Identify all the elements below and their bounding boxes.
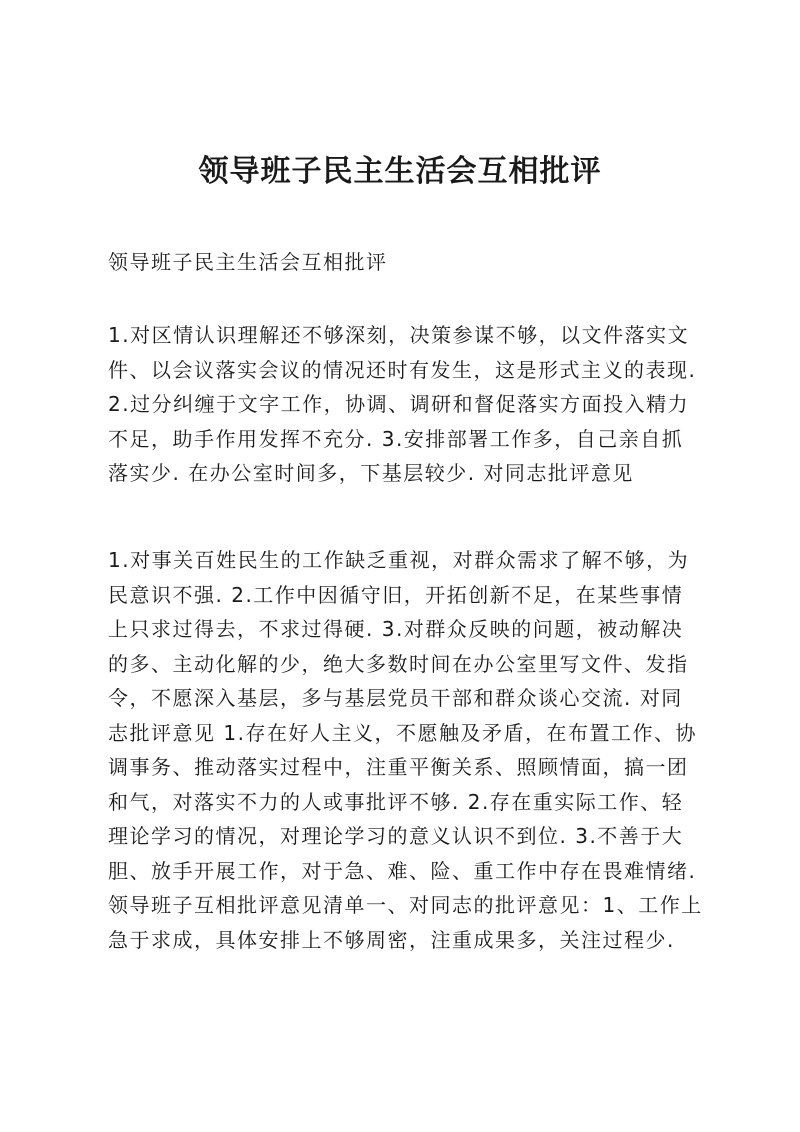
paragraph-line: 志批评意见 1.存在好人主义，不愿触及矛盾，在布置工作、协 [108, 720, 697, 745]
paragraph-line: 和气，对落实不力的人或事批评不够. 2.存在重实际工作、轻 [108, 789, 684, 814]
paragraph-line: 令，不愿深入基层，多与基层党员干部和群众谈心交流. 对同 [108, 686, 683, 710]
paragraph-line: 上只求过得去，不求过得硬. 3.对群众反映的问题，被动解决 [108, 617, 684, 641]
paragraph-line: 领导班子互相批评意见清单一、对同志的批评意见：1、工作上 [108, 893, 703, 917]
paragraph-line: 1.对事关百姓民生的工作缺乏重视，对群众需求了解不够，为 [108, 548, 690, 572]
paragraph-line: 理论学习的情况，对理论学习的意义认识不到位. 3.不善于大 [108, 824, 684, 848]
paragraph-line: 不足，助手作用发挥不充分. 3.安排部署工作多，自己亲自抓 [108, 426, 684, 451]
paragraph-line: 民意识不强. 2.工作中因循守旧，开拓创新不足，在某些事情 [108, 582, 684, 607]
document-subtitle: 领导班子民主生活会互相批评 [108, 250, 388, 274]
paragraph-line: 件、以会议落实会议的情况还时有发生，这是形式主义的表现. [108, 357, 697, 382]
paragraph-line: 调事务、推动落实过程中，注重平衡关系、照顾情面，搞一团 [108, 755, 689, 779]
paragraph-line: 落实少. 在办公室时间多，下基层较少. 对同志批评意见 [108, 461, 634, 485]
paragraph-line: 的多、主动化解的少，绝大多数时间在办公室里写文件、发指 [108, 651, 689, 676]
paragraph-line: 2.过分纠缠于文字工作，协调、调研和督促落实方面投入精力 [108, 392, 690, 416]
paragraph-1 [108, 318, 698, 491]
paragraph-line: 1.对区情认识理解还不够深刻，决策参谋不够，以文件落实文 [108, 323, 690, 347]
paragraph-2 [108, 543, 703, 957]
paragraph-line: 胆、放手开展工作，对于急、难、险、重工作中存在畏难情绪. [108, 858, 697, 883]
paragraph-line: 急于求成，具体安排上不够周密，注重成果多，关注过程少. [108, 927, 675, 952]
document-title: 领导班子民主生活会互相批评 [198, 154, 602, 189]
